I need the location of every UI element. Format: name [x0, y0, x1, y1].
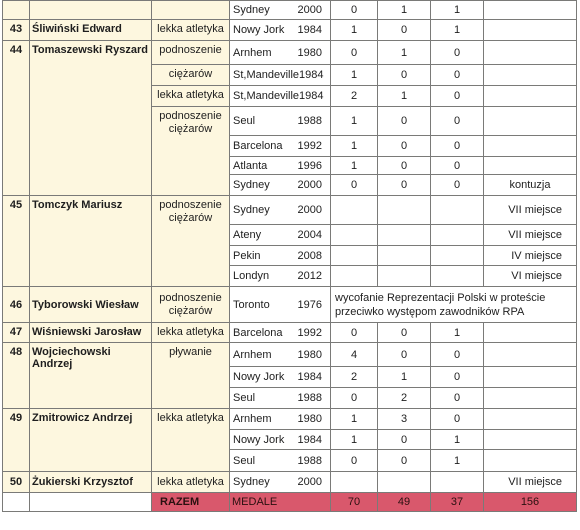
city: St,Mandeville [233, 90, 300, 102]
gold-cell: 0 [331, 450, 378, 472]
gold-cell: 1 [331, 157, 378, 175]
place-cell [230, 20, 331, 41]
note-cell [484, 323, 577, 343]
bronze-cell: 0 [431, 367, 484, 388]
gold-cell: 1 [331, 20, 378, 41]
note-cell: wycofanie Reprezentacji Polski w proteście przeciwko występom zawodników RPA [331, 287, 577, 323]
bronze-cell [431, 225, 484, 246]
note-cell [484, 409, 577, 430]
note-cell [484, 450, 577, 472]
place-cell [230, 175, 331, 196]
city: Atlanta [233, 159, 268, 172]
place-cell [230, 65, 331, 86]
bronze-cell: 0 [431, 86, 484, 107]
gold-cell: 1 [331, 65, 378, 86]
discipline-cell: lekka atletyka [152, 86, 230, 107]
name-cell: Wojciechowski Andrzej [30, 343, 152, 409]
bronze-cell: 0 [431, 107, 484, 136]
place-cell [230, 107, 331, 136]
note-cell [484, 20, 577, 41]
place-cell [230, 343, 331, 367]
gold-cell [331, 472, 378, 493]
city: Arnhem [233, 413, 272, 425]
silver-cell: 1 [378, 367, 431, 388]
year: 1984 [297, 24, 322, 36]
city: Sydney [233, 4, 270, 16]
city: Arnhem [233, 348, 272, 361]
city: Sydney [233, 204, 270, 216]
table-row [3, 287, 577, 323]
silver-cell: 3 [378, 409, 431, 430]
year: 1992 [297, 140, 322, 152]
silver-cell: 0 [378, 450, 431, 472]
year: 1976 [297, 298, 322, 311]
gold-cell: 2 [331, 86, 378, 107]
year: 1980 [297, 413, 322, 425]
place-cell [230, 136, 331, 157]
name-cell [30, 493, 152, 512]
gold-cell: 0 [331, 388, 378, 409]
place-cell [230, 287, 331, 323]
table-row [3, 20, 577, 41]
gold-cell: 2 [331, 367, 378, 388]
total-label: RAZEM [152, 493, 230, 512]
bronze-cell [431, 196, 484, 225]
name-cell: Śliwiński Edward [30, 20, 152, 41]
place-cell [230, 86, 331, 107]
athletes-medal-table [2, 0, 577, 512]
year: 1980 [297, 46, 322, 59]
gold-cell: 4 [331, 343, 378, 367]
discipline-cell: lekka atletyka [152, 323, 230, 343]
city: Nowy Jork [233, 24, 285, 36]
table-row [3, 41, 577, 65]
note-cell: kontuzja [484, 175, 577, 196]
silver-cell [378, 266, 431, 287]
place-cell [230, 157, 331, 175]
city: Londyn [233, 270, 270, 282]
name-cell: Zmitrowicz Andrzej [30, 409, 152, 472]
place-cell [230, 246, 331, 266]
place-cell [230, 388, 331, 409]
name-cell: Tyborowski Wiesław [30, 287, 152, 323]
silver-cell [378, 196, 431, 225]
year: 2000 [297, 179, 322, 191]
discipline-cell [152, 1, 230, 20]
total-row [3, 493, 577, 512]
place-cell [230, 409, 331, 430]
gold-cell: 1 [331, 430, 378, 450]
city: Sydney [233, 476, 270, 488]
lp-cell: 49 [3, 409, 30, 472]
table-row [3, 343, 577, 367]
place-cell [230, 367, 331, 388]
year: 1984 [297, 433, 322, 446]
place-cell [230, 323, 331, 343]
name-cell [30, 1, 152, 20]
note-cell [484, 367, 577, 388]
note-cell: VII miejsce [484, 196, 577, 225]
note-cell [484, 1, 577, 20]
silver-cell: 1 [378, 41, 431, 65]
lp-cell [3, 493, 30, 512]
city: Seul [233, 454, 256, 467]
note-cell [484, 41, 577, 65]
silver-cell: 1 [378, 86, 431, 107]
gold-cell [331, 266, 378, 287]
discipline-cell: podnoszenie ciężarów [152, 196, 230, 287]
year: 1984 [297, 371, 322, 383]
silver-cell [378, 246, 431, 266]
year: 2008 [297, 249, 322, 262]
gold-cell: 1 [331, 107, 378, 136]
year: 1980 [297, 348, 322, 361]
name-cell: Tomczyk Mariusz [30, 196, 152, 287]
discipline-cell: ciężarów [152, 65, 230, 86]
note-cell [484, 107, 577, 136]
gold-cell [331, 246, 378, 266]
discipline-cell: podnoszenie ciężarów [152, 287, 230, 323]
city: Sydney [233, 179, 270, 191]
silver-cell: 0 [378, 343, 431, 367]
city: Seul [233, 115, 256, 127]
city: St,Mandeville [233, 69, 300, 81]
total-sum: 156 [484, 493, 577, 512]
total-gold: 70 [331, 493, 378, 512]
bronze-cell: 1 [431, 430, 484, 450]
bronze-cell: 1 [431, 323, 484, 343]
silver-cell: 0 [378, 323, 431, 343]
table-row [3, 323, 577, 343]
bronze-cell: 0 [431, 157, 484, 175]
city: Toronto [233, 298, 270, 311]
name-cell: Tomaszewski Ryszard [30, 41, 152, 196]
silver-cell: 0 [378, 430, 431, 450]
year: 2012 [297, 270, 322, 282]
place-cell [230, 196, 331, 225]
note-cell [484, 343, 577, 367]
note-cell: VII miejsce [484, 472, 577, 493]
lp-cell: 48 [3, 343, 30, 409]
lp-cell: 43 [3, 20, 30, 41]
silver-cell: 0 [378, 65, 431, 86]
lp-cell: 45 [3, 196, 30, 287]
silver-cell [378, 472, 431, 493]
note-cell [484, 65, 577, 86]
note-cell: VII miejsce [484, 225, 577, 246]
note-cell [484, 136, 577, 157]
bronze-cell [431, 246, 484, 266]
bronze-cell: 0 [431, 41, 484, 65]
city: Barcelona [233, 326, 283, 339]
year: 2000 [297, 4, 322, 16]
silver-cell: 0 [378, 20, 431, 41]
silver-cell: 0 [378, 157, 431, 175]
city: Barcelona [233, 140, 283, 152]
gold-cell: 0 [331, 41, 378, 65]
note-cell [484, 388, 577, 409]
lp-cell: 50 [3, 472, 30, 493]
discipline-cell: lekka atletyka [152, 472, 230, 493]
bronze-cell: 0 [431, 388, 484, 409]
bronze-cell [431, 472, 484, 493]
city: Pekin [233, 249, 261, 262]
note-cell [484, 86, 577, 107]
silver-cell [378, 225, 431, 246]
year: 2000 [297, 476, 322, 488]
year: 1988 [297, 454, 322, 467]
bronze-cell: 1 [431, 1, 484, 20]
note-cell [484, 430, 577, 450]
city: Nowy Jork [233, 433, 285, 446]
table-row [3, 409, 577, 430]
city: Nowy Jork [233, 371, 285, 383]
place-cell [230, 266, 331, 287]
table-row [3, 1, 577, 20]
year: 1984 [299, 69, 324, 81]
year: 1992 [297, 326, 322, 339]
discipline-cell: podnoszenie ciężarów [152, 107, 230, 196]
city: Arnhem [233, 46, 272, 59]
year: 1996 [297, 159, 322, 172]
bronze-cell: 0 [431, 409, 484, 430]
note-cell: IV miejsce [484, 246, 577, 266]
name-cell: Wiśniewski Jarosław [30, 323, 152, 343]
silver-cell: 1 [378, 1, 431, 20]
place-cell [230, 225, 331, 246]
total-bronze: 37 [431, 493, 484, 512]
total-silver: 49 [378, 493, 431, 512]
note-cell: VI miejsce [484, 266, 577, 287]
bronze-cell: 0 [431, 343, 484, 367]
year: 2004 [297, 229, 322, 241]
place-cell [230, 472, 331, 493]
year: 2000 [297, 204, 322, 216]
place-cell [230, 41, 331, 65]
bronze-cell: 0 [431, 136, 484, 157]
note-cell [484, 157, 577, 175]
place-cell [230, 1, 331, 20]
gold-cell: 1 [331, 136, 378, 157]
lp-cell: 44 [3, 41, 30, 196]
place-cell [230, 430, 331, 450]
gold-cell: 0 [331, 1, 378, 20]
gold-cell [331, 196, 378, 225]
gold-cell [331, 225, 378, 246]
lp-cell: 47 [3, 323, 30, 343]
discipline-cell: podnoszenie [152, 41, 230, 65]
discipline-cell: pływanie [152, 343, 230, 409]
city: Ateny [233, 229, 262, 241]
year: 1984 [299, 90, 324, 102]
place-cell [230, 450, 331, 472]
city: Seul [233, 392, 256, 404]
gold-cell: 0 [331, 175, 378, 196]
silver-cell: 0 [378, 175, 431, 196]
silver-cell: 2 [378, 388, 431, 409]
bronze-cell: 1 [431, 20, 484, 41]
bronze-cell: 1 [431, 450, 484, 472]
bronze-cell [431, 266, 484, 287]
table-row [3, 472, 577, 493]
discipline-cell: lekka atletyka [152, 20, 230, 41]
table-row [3, 196, 577, 225]
discipline-cell: lekka atletyka [152, 409, 230, 472]
lp-cell: 46 [3, 287, 30, 323]
bronze-cell: 0 [431, 175, 484, 196]
medals-label: MEDALE [230, 493, 331, 512]
year: 1988 [297, 115, 322, 127]
silver-cell: 0 [378, 107, 431, 136]
name-cell: Żukierski Krzysztof [30, 472, 152, 493]
bronze-cell: 0 [431, 65, 484, 86]
year: 1988 [297, 392, 322, 404]
gold-cell: 1 [331, 409, 378, 430]
lp-cell [3, 1, 30, 20]
gold-cell: 0 [331, 323, 378, 343]
silver-cell: 0 [378, 136, 431, 157]
